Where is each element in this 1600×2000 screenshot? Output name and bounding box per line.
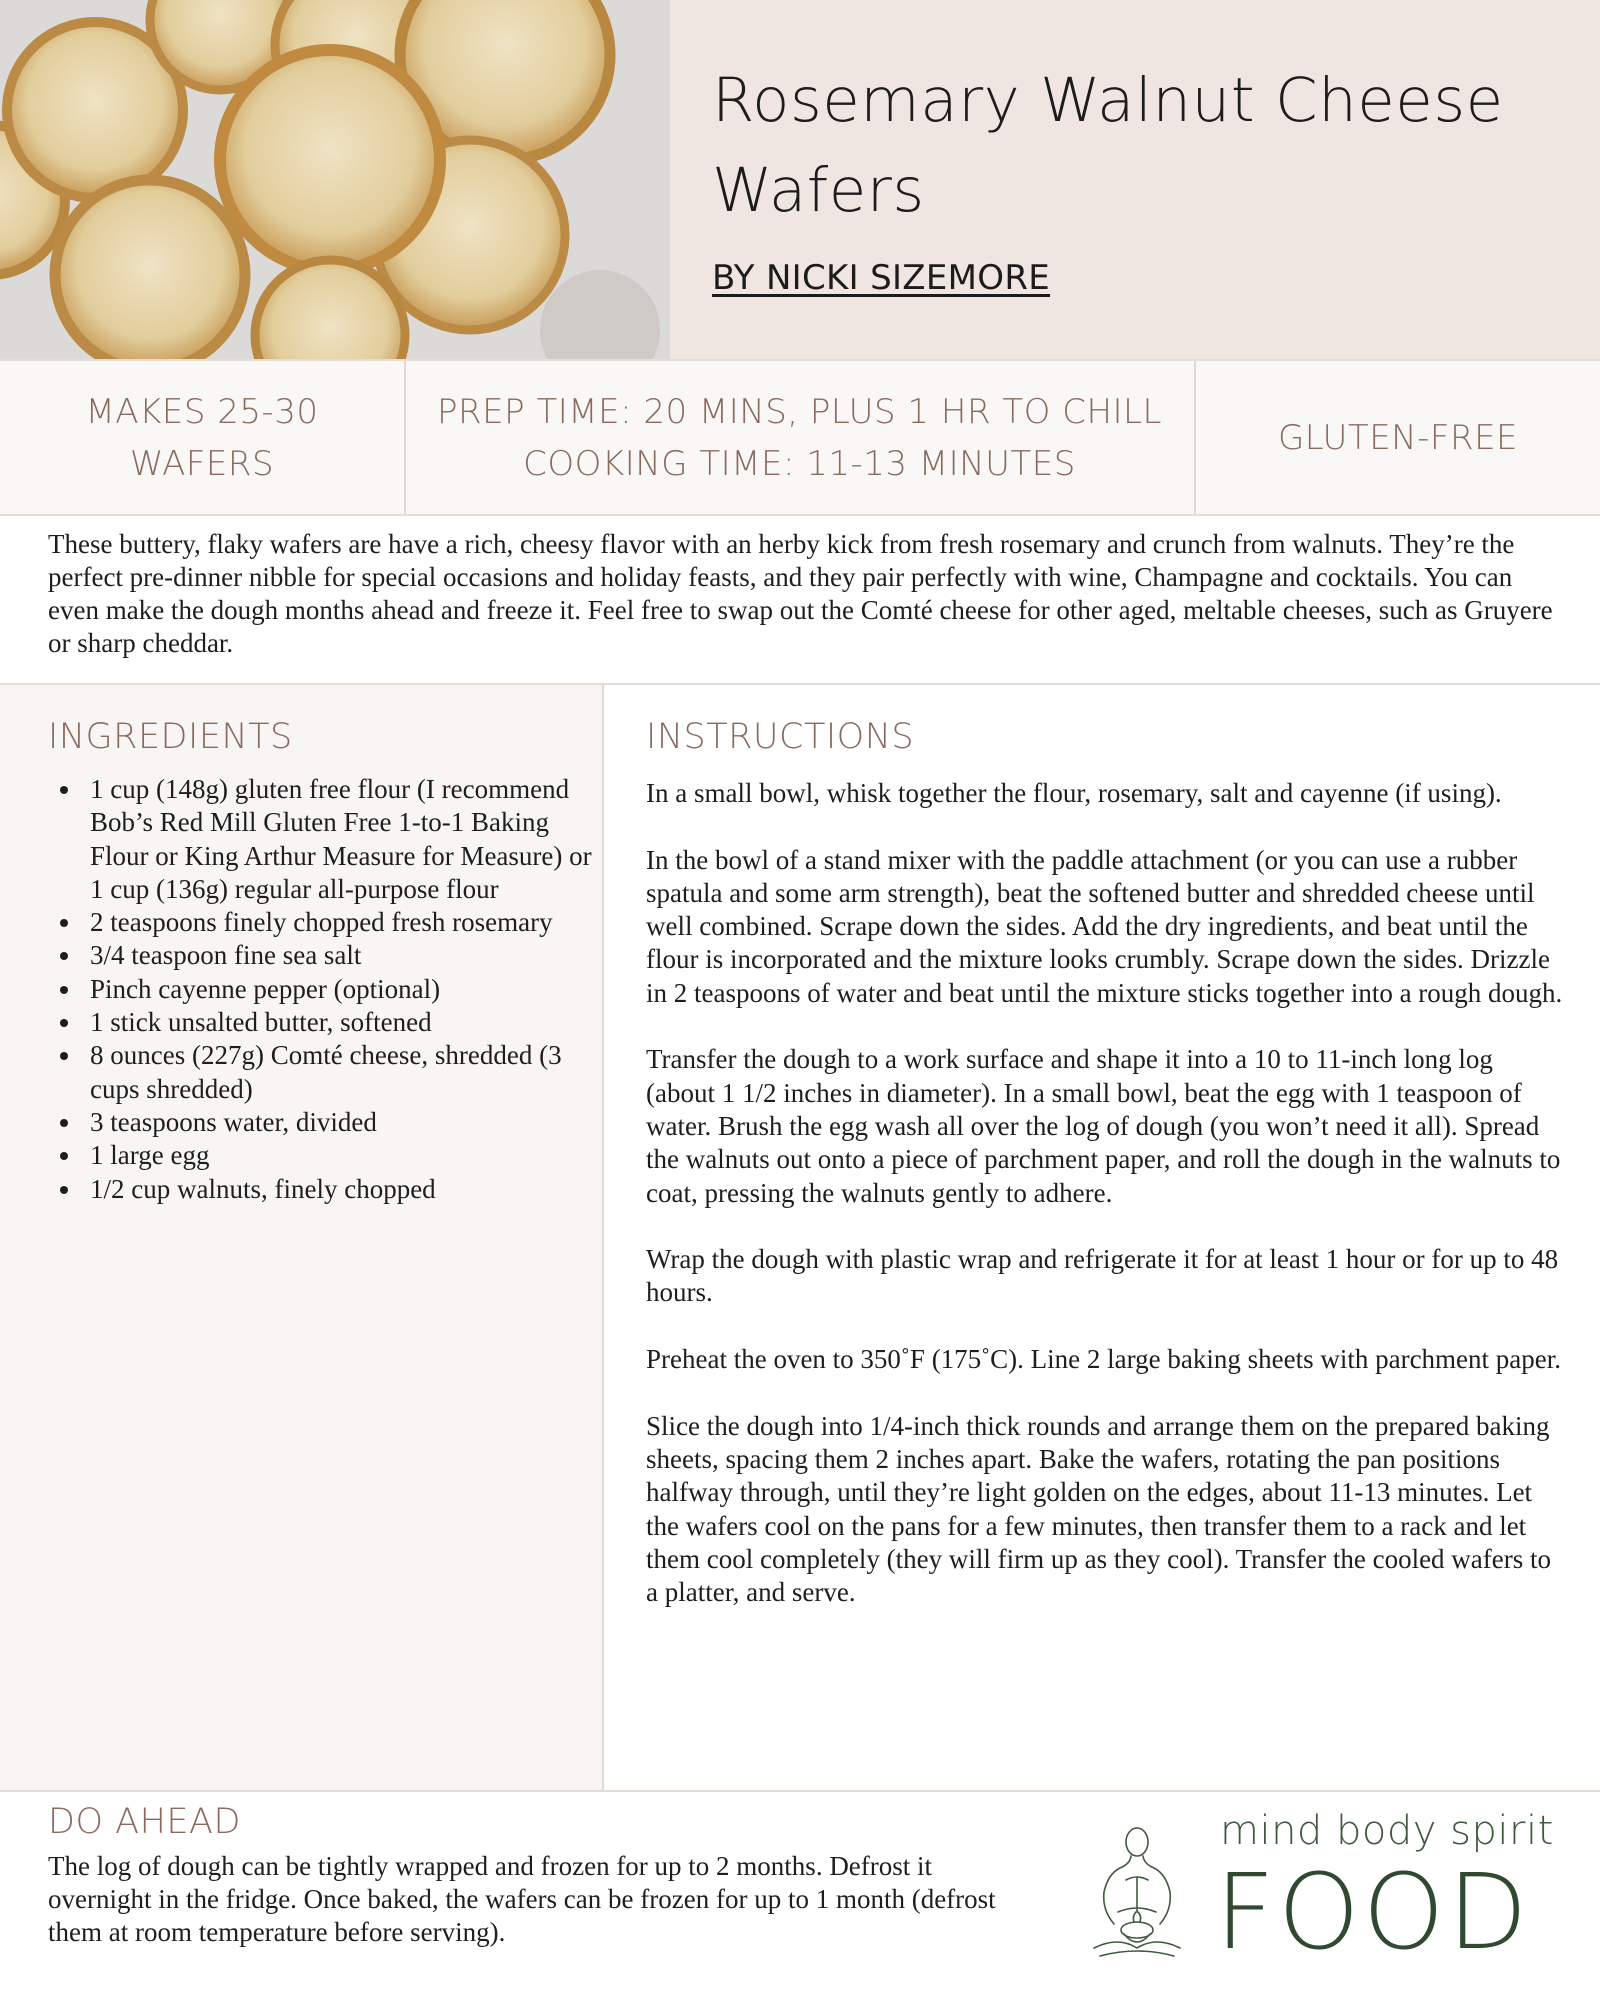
ingredient-item: 1 stick unsalted butter, softened xyxy=(90,1006,610,1039)
cook-time: COOKING TIME: 11-13 MINUTES xyxy=(523,443,1076,484)
yield-line-1: MAKES 25-30 xyxy=(85,391,319,432)
diet-label: GLUTEN-FREE xyxy=(1277,417,1519,458)
prep-time: PREP TIME: 20 MINS, PLUS 1 HR TO CHILL xyxy=(437,391,1162,432)
ingredient-item: 8 ounces (227g) Comté cheese, shredded (3 cups shredded) xyxy=(90,1039,610,1106)
ingredient-item: 3 teaspoons water, divided xyxy=(90,1106,610,1139)
yield-cell xyxy=(0,361,406,514)
ingredients-panel xyxy=(0,685,604,1790)
recipe-header xyxy=(0,0,1600,359)
title-panel xyxy=(670,0,1600,359)
meditating-figure-icon xyxy=(1090,1820,1184,1970)
ingredients-list xyxy=(48,773,610,1206)
instructions-heading: INSTRUCTIONS xyxy=(646,717,915,757)
instruction-step: Slice the dough into 1/4-inch thick rounds and arrange them on the prepared baking sheets, spacing them 2 inches apart. Bake the wafers, rotating the pan positions halfway through, until they’re light golden on the edges, about 11-13 minutes. Let the wafers cool on the pans for a few minutes, then transfer them to a rack and let them cool completely (they will firm up as they cool). Transfer the cooled wafers to a platter, and serve. xyxy=(646,1410,1552,1608)
diet-cell xyxy=(1196,361,1600,514)
recipe-intro: These buttery, flaky wafers are have a rich, cheesy flavor with an herby kick from fresh rosemary and crunch from walnuts. They’re the perfect pre-dinner nibble for special occasions and holiday feasts, and they pair perfectly with wine, Champagne and cocktails. You can even make the dough months ahead and freeze it. Feel free to swap out the Comté cheese for other aged, meltable cheeses, such as Gruyere or sharp cheddar. xyxy=(48,529,1553,658)
divider xyxy=(0,1790,1600,1792)
instruction-step: Wrap the dough with plastic wrap and refrigerate it for at least 1 hour or for up to 48 hours. xyxy=(646,1244,1559,1308)
instruction-step: Preheat the oven to 350˚F (175˚C). Line 2 large baking sheets with parchment paper. xyxy=(646,1344,1562,1375)
ingredient-item: 1 large egg xyxy=(90,1139,610,1172)
logo-tagline: mind body spirit xyxy=(1220,1808,1554,1854)
ingredients-heading: INGREDIENTS xyxy=(48,717,293,757)
logo-wordmark: FOOD xyxy=(1215,1851,1531,1973)
time-cell xyxy=(405,361,1196,514)
recipe-title: Rosemary Walnut Cheese Wafers xyxy=(712,65,1504,226)
wafers-photo xyxy=(0,0,670,359)
instruction-step: In a small bowl, whisk together the flour, rosemary, salt and cayenne (if using). xyxy=(646,778,1502,808)
brand-logo xyxy=(1090,1808,1570,1988)
instructions-panel xyxy=(604,685,1600,1790)
ingredient-item: 3/4 teaspoon fine sea salt xyxy=(90,939,610,972)
ingredient-item: Pinch cayenne pepper (optional) xyxy=(90,973,610,1006)
instruction-step: Transfer the dough to a work surface and shape it into a 10 to 11-inch long log (about 1 1/2 inches in diameter). In a small bowl, beat the egg with 1 teaspoon of water. Brush the egg wash all over the log of dough (you won’t need it all). Spread the walnuts out onto a piece of parchment paper, and roll the dough in the walnuts to coat, pressing the walnuts gently to adhere. xyxy=(646,1044,1561,1208)
author-byline-link[interactable]: BY NICKI SIZEMORE xyxy=(712,258,1051,298)
instructions-steps xyxy=(646,777,1566,1643)
instruction-step: In the bowl of a stand mixer with the paddle attachment (or you can use a rubber spatula and some arm strength), beat the softened butter and shredded cheese until well combined. Scrape down the sides. Add the dry ingredients, and beat until the flour is incorporated and the mixture looks crumbly. Scrape down the sides. Drizzle in 2 teaspoons of water and beat until the mixture sticks together into a rough dough. xyxy=(646,844,1563,1008)
do-ahead-heading: DO AHEAD xyxy=(48,1802,241,1842)
ingredient-item: 1 cup (148g) gluten free flour (I recommend Bob’s Red Mill Gluten Free 1-to-1 Baking Flour or King Arthur Measure for Measure) or 1 cup (136g) regular all-purpose flour xyxy=(90,773,610,906)
ingredient-item: 2 teaspoons finely chopped fresh rosemary xyxy=(90,906,610,939)
ingredient-item: 1/2 cup walnuts, finely chopped xyxy=(90,1173,610,1206)
do-ahead-text: The log of dough can be tightly wrapped and frozen for up to 2 months. Defrost it overnight in the fridge. Once baked, the wafers can be frozen for up to 1 month (defrost them at room temperature before serving). xyxy=(48,1851,996,1947)
yield-line-2: WAFERS xyxy=(129,443,275,484)
recipe-info-bar xyxy=(0,359,1600,516)
